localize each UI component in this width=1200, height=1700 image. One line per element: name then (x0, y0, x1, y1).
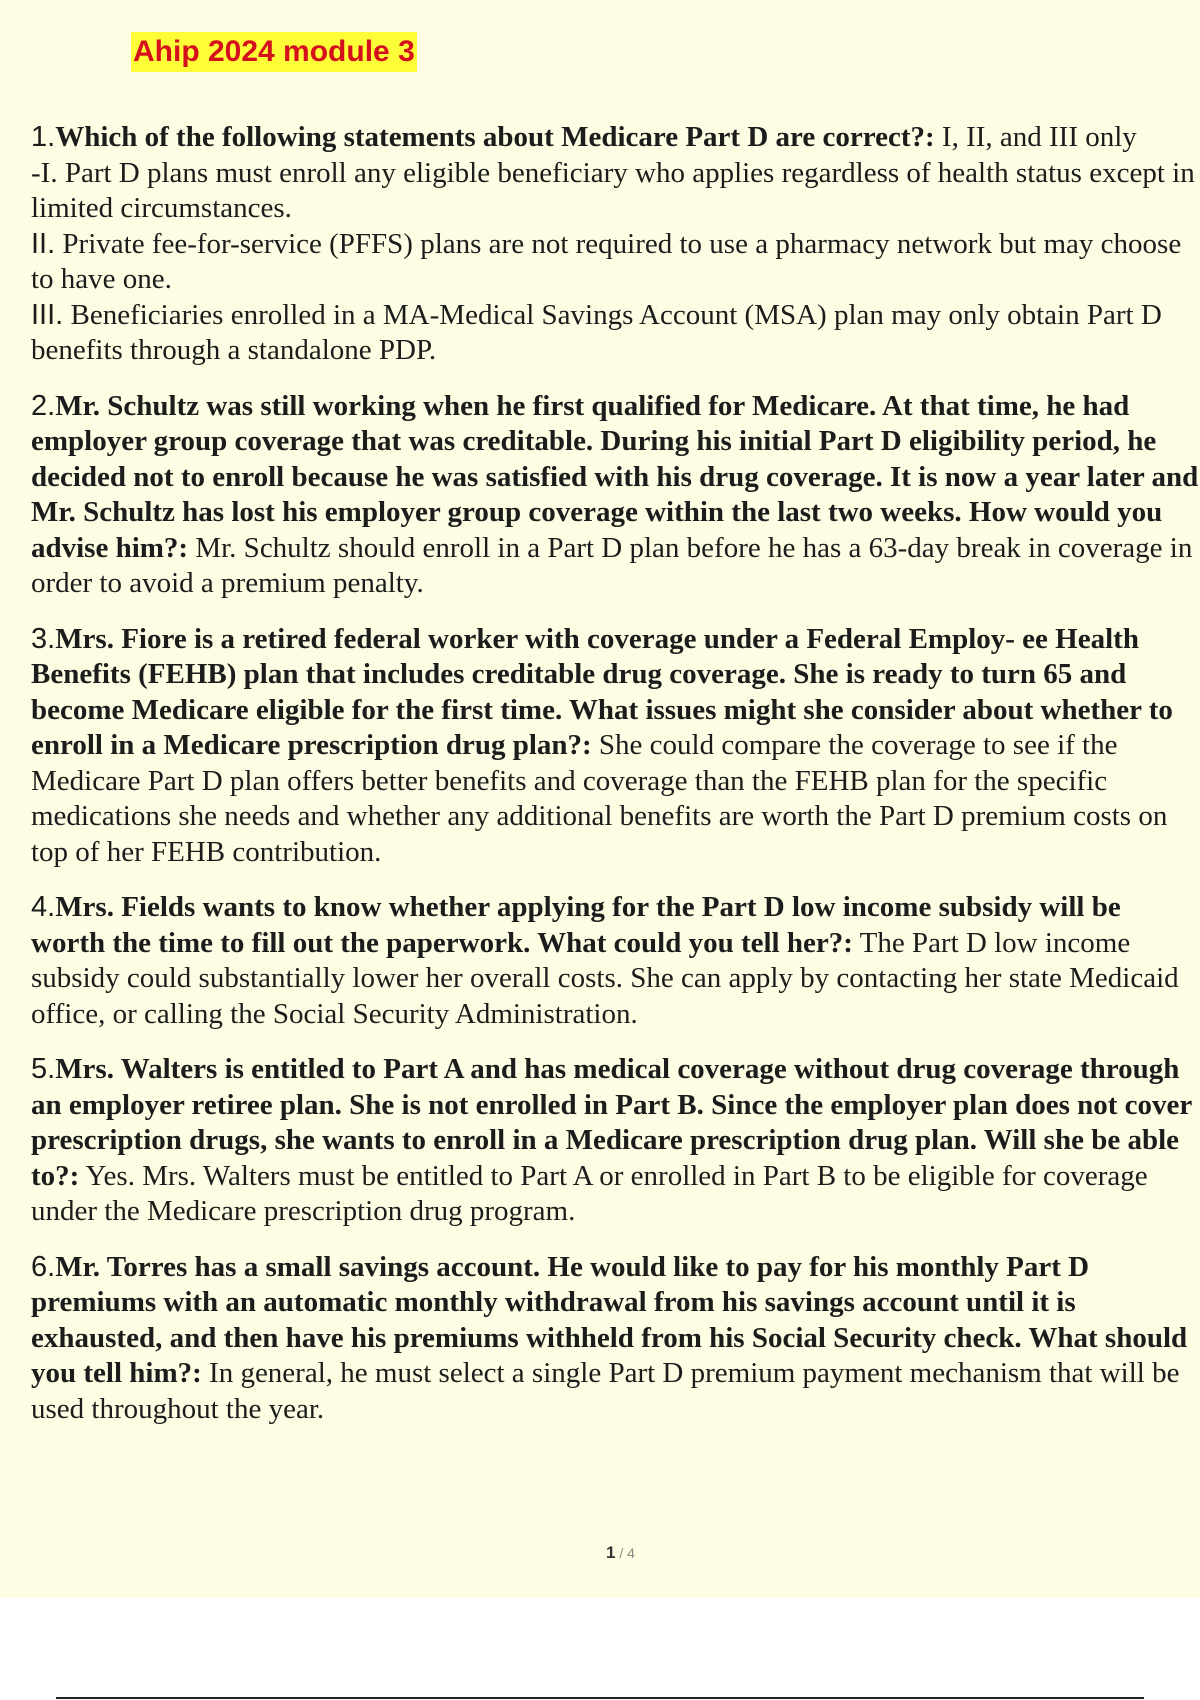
answer-text: The Part D low income subsidy could substantially lower her overall costs. She can apply by contacting her state Medicaid office, or calling the Social Security Administration. (31, 926, 1179, 1030)
statement-marker: -I. (31, 156, 58, 189)
document-title: Ahip 2024 module 3 (131, 32, 417, 72)
item-number: 1. (31, 121, 56, 153)
statement-text: Private fee-for-service (PFFS) plans are not required to use a pharmacy network but may choose to have one. (31, 227, 1182, 295)
question-text: Mrs. Fields wants to know whether applying for the Part D low income subsidy will be worth the time to fill out the paperwork. What could you tell her?: (31, 891, 1121, 959)
statement-1 (31, 156, 1200, 227)
current-page-number: 1 (606, 1543, 616, 1562)
answer-text: In general, he must select a single Part D premium payment mechanism that will be used throughout the year. (31, 1357, 1180, 1425)
question-text: Mr. Torres has a small savings account. He would like to pay for his monthly Part D premiums with an automatic monthly withdrawal from his savings account until it is exhausted, and then have his premiums withheld from his Social Security check. What should you tell him?: (31, 1250, 1188, 1389)
qa-item-4 (31, 890, 1200, 1032)
qa-item-2 (31, 389, 1200, 602)
qa-item-6 (31, 1250, 1200, 1428)
bottom-divider (56, 1697, 1144, 1699)
question-text: Which of the following statements about Medicare Part D are correct?: (55, 121, 935, 153)
qa-item-3 (31, 622, 1200, 871)
answer-text: She could compare the coverage to see if the Medicare Part D plan offers better benefits and coverage than the FEHB plan for the specific medications she needs and whether any additional benefits are worth the Part D premium costs on top of her FEHB contribution. (31, 729, 1168, 868)
item-number: 6. (31, 1250, 56, 1283)
item-number: 5. (31, 1053, 56, 1085)
statement-text: Beneficiaries enrolled in a MA-Medical Savings Account (MSA) plan may only obtain Part D benefits through a standalone PDP. (31, 298, 1162, 366)
answer-text: I, II, and III only (934, 121, 1137, 153)
qa-item-5 (31, 1052, 1200, 1230)
statement-2 (31, 227, 1200, 298)
answer-text: Mr. Schultz should enroll in a Part D plan before he has a 63-day break in coverage in order to avoid a premium penalty. (31, 531, 1193, 599)
statement-text: Part D plans must enroll any eligible beneficiary who applies regardless of health status except in limited circumstances. (31, 156, 1195, 224)
page-indicator (0, 1543, 1200, 1563)
item-number: 3. (31, 622, 56, 655)
question-text: Mrs. Fiore is a retired federal worker with coverage under a Federal Employ- ee Health Benefits (FEHB) plan that includes creditable drug coverage. She is ready to turn 65 and become Medicare eligible for the first time. What issues might she consider about whether to enroll in a Medicare prescription drug plan?: (31, 622, 1173, 761)
total-pages: / 4 (615, 1545, 635, 1561)
item-number: 2. (31, 389, 56, 422)
answer-text: Yes. Mrs. Walters must be entitled to Part A or enrolled in Part B to be eligible for coverage under the Medicare prescription drug program. (31, 1159, 1148, 1227)
statement-marker: III. (31, 298, 64, 331)
statement-marker: II. (31, 227, 56, 260)
question-text: Mr. Schultz was still working when he first qualified for Medicare. At that time, he had employer group coverage that was creditable. During his initial Part D eligibility period, he decided not to enroll because he was satisfied with his drug coverage. It is now a year later and Mr. Schultz has lost his employer group coverage within the last two weeks. How would you advise him?: (31, 389, 1199, 564)
statement-3 (31, 298, 1200, 369)
question-text: Mrs. Walters is entitled to Part A and has medical coverage without drug coverage through an employer retiree plan. She is not enrolled in Part B. Since the employer plan does not cover prescription drugs, she wants to enroll in a Medicare prescription drug plan. Will she be able to?: (31, 1053, 1192, 1192)
item-number: 4. (31, 891, 56, 923)
qa-list (31, 120, 1200, 1447)
qa-item-1 (31, 120, 1200, 369)
